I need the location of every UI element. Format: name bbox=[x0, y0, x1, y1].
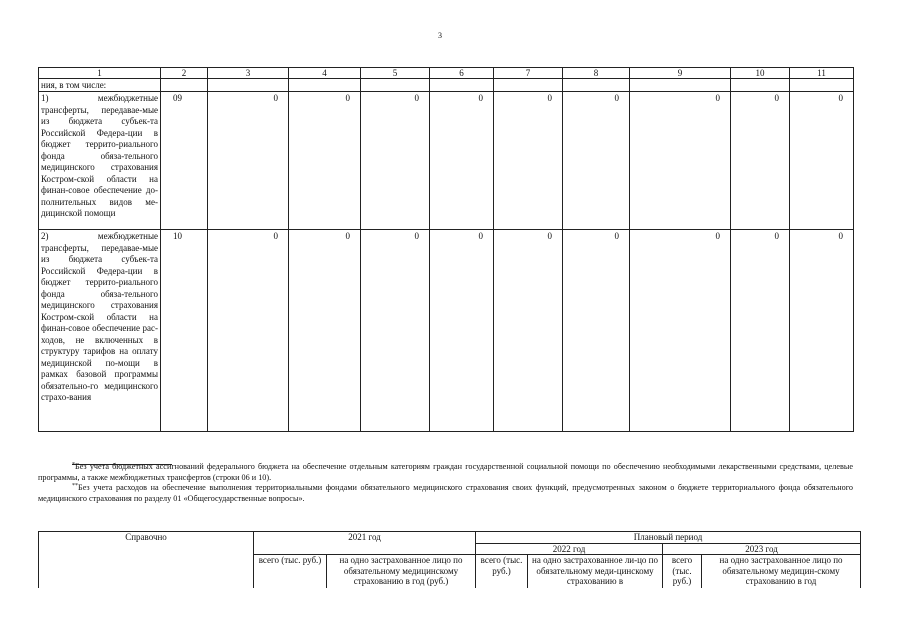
row-description: 1) межбюджетные трансферты, передавае-мые из бюджета субъек-та Российской Федера-ции в бюджет террито-риального фонда обяза-тельного медицинского страхования Костром-ской области на финан-совое обеспечение до-полнительных видов ме-дицинской помощи bbox=[39, 92, 161, 230]
cell-value: 0 bbox=[630, 92, 731, 230]
cell-value: 0 bbox=[208, 92, 289, 230]
column-number: 2 bbox=[161, 68, 208, 79]
total-2021-header: всего (тыс. руб.) bbox=[254, 555, 327, 588]
cell-value: 0 bbox=[563, 92, 630, 230]
row-code: 10 bbox=[161, 230, 208, 432]
cell-value: 0 bbox=[731, 92, 790, 230]
per-person-2023-header: на одно застрахованное лицо по обязательному медицин-скому страхованию в год bbox=[702, 555, 861, 588]
row-code: 09 bbox=[161, 92, 208, 230]
cell-value: 0 bbox=[208, 230, 289, 432]
footnotes bbox=[38, 462, 853, 504]
row-description: 2) межбюджетные трансферты, передавае-мые из бюджета субъек-та Российской Федера-ции в бюджет террито-риального фонда обяза-тельного медицинского страхования Костром-ской области на финан-совое обеспечение рас-ходов, не включенных в структуру тарифов на оплату медицинской по-мощи в рамках базовой программы обязательно-го медицинского страхо-вания bbox=[39, 230, 161, 432]
column-number-row bbox=[39, 68, 854, 79]
cell-value: 0 bbox=[361, 92, 430, 230]
table-row bbox=[39, 92, 854, 230]
reference-label: Справочно bbox=[39, 532, 254, 588]
footnote bbox=[38, 483, 853, 504]
footnote-mark: * bbox=[72, 462, 75, 468]
continuation-text: ния, в том числе: bbox=[39, 79, 161, 92]
column-number: 5 bbox=[361, 68, 430, 79]
cell-value: 0 bbox=[790, 230, 854, 432]
page-number: 3 bbox=[438, 31, 442, 40]
year-2022-header: 2022 год bbox=[476, 543, 663, 555]
table-row bbox=[39, 230, 854, 432]
column-number: 8 bbox=[563, 68, 630, 79]
total-2023-header: всего (тыс. руб.) bbox=[663, 555, 702, 588]
column-number: 11 bbox=[790, 68, 854, 79]
cell-value: 0 bbox=[430, 230, 494, 432]
cell-value: 0 bbox=[289, 92, 361, 230]
cell-value: 0 bbox=[494, 92, 563, 230]
table-row bbox=[39, 79, 854, 92]
cell-value: 0 bbox=[430, 92, 494, 230]
per-person-2021-header: на одно застрахованное лицо по обязательному медицинскому страхованию в год (руб.) bbox=[327, 555, 476, 588]
column-number: 10 bbox=[731, 68, 790, 79]
footnote bbox=[38, 462, 853, 483]
footnote-text: Без учета расходов на обеспечение выполнения территориальными фондами обязательного медицинского страхования своих функций, предусмотренных законом о бюджете территориального фонда обязательного медицинского страхования по разделу 01 «Общегосударственные вопросы». bbox=[38, 483, 853, 503]
column-number: 1 bbox=[39, 68, 161, 79]
expenditure-table bbox=[38, 67, 854, 432]
cell-value: 0 bbox=[563, 230, 630, 432]
cell-value: 0 bbox=[790, 92, 854, 230]
cell-value: 0 bbox=[494, 230, 563, 432]
column-number: 3 bbox=[208, 68, 289, 79]
column-number: 4 bbox=[289, 68, 361, 79]
per-person-2022-header: на одно застрахованное ли-цо по обязательному меди-цинскому страхованию в bbox=[528, 555, 663, 588]
cell-value: 0 bbox=[361, 230, 430, 432]
total-2022-header: всего (тыс. руб.) bbox=[476, 555, 528, 588]
cell-value: 0 bbox=[731, 230, 790, 432]
column-number: 9 bbox=[630, 68, 731, 79]
column-number: 7 bbox=[494, 68, 563, 79]
planned-period-header: Плановый период bbox=[476, 532, 861, 544]
column-number: 6 bbox=[430, 68, 494, 79]
year-2021-header: 2021 год bbox=[254, 532, 476, 555]
year-2023-header: 2023 год bbox=[663, 543, 861, 555]
footnote-mark: ** bbox=[72, 483, 78, 489]
cell-value: 0 bbox=[289, 230, 361, 432]
cell-value: 0 bbox=[630, 230, 731, 432]
footnote-text: Без учета бюджетных ассигнований федерального бюджета на обеспечение отдельным категориям граждан государственной социальной помощи по обеспечению необходимыми лекарственными средствами, целевые программы, а также межбюджетных трансфертов (строки 06 и 10). bbox=[38, 462, 853, 482]
reference-table bbox=[38, 531, 861, 588]
